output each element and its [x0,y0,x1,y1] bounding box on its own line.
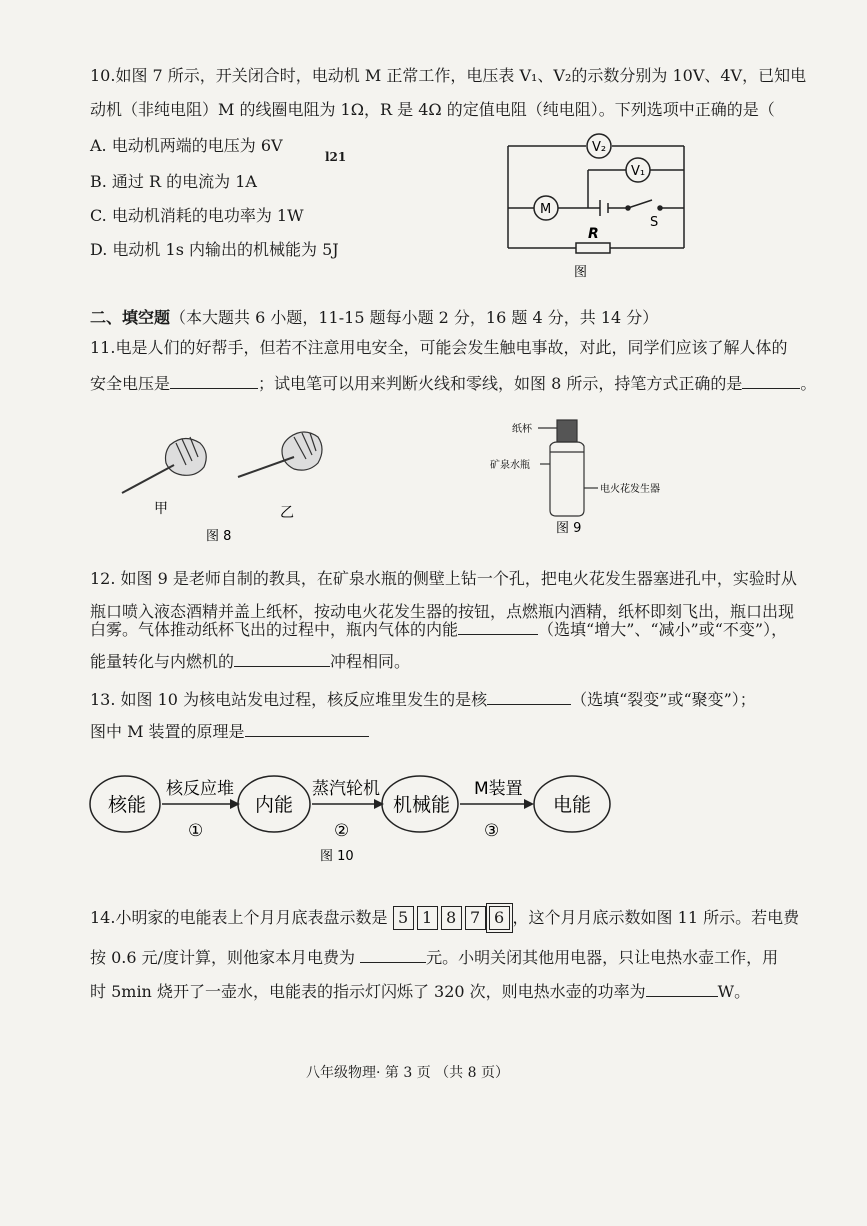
section-desc: （本大题共 6 小题，11-15 题每小题 2 分，16 题 4 分，共 14 分） [170,308,659,327]
figure-9-bottle [488,412,688,542]
flow-num-3: ③ [484,821,500,841]
q12-line1: 12. 如图 9 是老师自制的教具，在矿泉水瓶的侧壁上钻一个孔，把电火花发生器塞进孔中，实验时从 [90,569,797,588]
q13-line2 [90,722,369,740]
figure-10-flowchart [88,768,628,868]
q12-line3 [90,620,787,638]
q10-option-c: C. 电动机消耗的电功率为 1W [90,206,304,225]
q14-text-b: ，这个月月底示数如图 11 所示。若电费 [512,908,800,927]
fig9-label-cup: 纸杯 [512,424,532,435]
q13-text-b: （选填“裂变”或“聚变”）； [571,690,756,709]
circuit-caption: 图 [574,265,588,280]
q13-text-c: 图中 M 装置的原理是 [90,722,245,741]
q14-text-f: W。 [717,982,751,1001]
answer-blank-electric-fee[interactable] [360,948,426,963]
q11-line1: 11.电是人们的好帮手，但若不注意用电安全，可能会发生触电事故，对此，同学们应该了解人体的 [90,338,788,357]
q10-option-b: B. 通过 R 的电流为 1A [90,172,257,191]
flow-node-electric: 电能 [553,794,592,816]
fig9-label-igniter: 电火花发生器 [600,484,660,495]
flow-node-mechanical: 机械能 [393,794,451,816]
q12-text-b: （选填“增大”、“减小”或“不变”）， [538,620,788,639]
fig8-label-jia: 甲 [154,501,168,517]
v1-label: V₁ [631,164,646,179]
motor-label: M [540,202,552,217]
q11-text-b: ；试电笔可以用来判断火线和零线，如图 8 所示，持笔方式正确的是 [258,374,743,393]
flow-node-nuclear: 核能 [108,794,147,816]
answer-blank-m-device[interactable] [245,722,369,737]
meter-digit: 5 [393,906,414,930]
flow-label-reactor: 核反应堆 [166,779,234,799]
flow-label-turbine: 蒸汽轮机 [312,779,380,799]
resistor-label: R [588,226,599,242]
flow-num-1: ① [188,821,204,841]
q12-text-a: 白雾。气体推动纸杯飞出的过程中，瓶内气体的内能 [90,620,459,639]
meter-digit-decimal: 6 [489,906,510,930]
flow-num-2: ② [334,821,350,841]
circuit-diagram [500,130,700,280]
meter-digit: 8 [441,906,462,930]
figure-8-test-pen-grips [110,415,340,545]
answer-blank-fission-fusion[interactable] [487,690,571,705]
q11-text-c: 。 [800,374,817,393]
flow-node-internal: 内能 [255,794,294,816]
q10-line1: 10.如图 7 所示，开关闭合时，电动机 M 正常工作，电压表 V₁、V₂的示数分别为 10V、4V，已知电 [90,66,807,85]
q14-text-d: 元。小明关闭其他用电器，只让电热水壶工作，用 [426,948,779,967]
energy-meter-reading [393,908,513,927]
q10-option-a: A. 电动机两端的电压为 6V [90,136,283,155]
stray-mark: l21 [325,150,347,164]
q14-line3 [90,982,750,1000]
q14-line2 [90,948,778,966]
answer-blank-pen-grip[interactable] [742,374,800,389]
q13-text-a: 13. 如图 10 为核电站发电过程，核反应堆里发生的是核 [90,690,488,709]
fig8-caption: 图 8 [206,529,232,544]
q12-text-d: 冲程相同。 [330,652,411,671]
section-heading [90,310,658,326]
answer-blank-kettle-power[interactable] [646,982,718,997]
flow-label-m-device: M装置 [474,779,523,799]
page-footer: 八年级物理· 第 3 页 （共 8 页） [306,1065,509,1081]
answer-blank-internal-energy[interactable] [458,620,538,635]
fig9-label-bottle: 矿泉水瓶 [490,460,530,471]
q11-line2 [90,374,816,392]
answer-blank-safe-voltage[interactable] [170,374,258,389]
q14-text-c: 按 0.6 元/度计算，则他家本月电费为 [90,948,356,967]
section-title: 二、填空题 [90,308,171,327]
meter-digit: 7 [465,906,486,930]
answer-blank-stroke[interactable] [234,652,330,667]
q14-text-e: 时 5min 烧开了一壶水，电能表的指示灯闪烁了 320 次，则电热水壶的功率为 [90,982,646,1001]
fig9-caption: 图 9 [556,521,582,536]
q10-line2: 动机（非纯电阻）M 的线圈电阻为 1Ω，R 是 4Ω 的定值电阻（纯电阻）。下列选项中正确的是（ [90,100,775,119]
q10-option-d: D. 电动机 1s 内输出的机械能为 5J [90,240,339,259]
q13-line1 [90,690,756,708]
switch-label: S [650,215,659,230]
q12-line4 [90,652,410,670]
q14-line1 [90,905,799,931]
q12-line2: 瓶口喷入液态酒精并盖上纸杯，按动电火花发生器的按钮，点燃瓶内酒精，纸杯即刻飞出，瓶口出现 [90,602,795,621]
fig10-caption: 图 10 [320,849,354,864]
v2-label: V₂ [592,140,607,155]
q12-text-c: 能量转化与内燃机的 [90,652,235,671]
q14-text-a: 14.小明家的电能表上个月月底表盘示数是 [90,908,388,927]
fig8-label-yi: 乙 [280,505,294,521]
q11-text-a: 安全电压是 [90,374,171,393]
meter-digit: 1 [417,906,438,930]
